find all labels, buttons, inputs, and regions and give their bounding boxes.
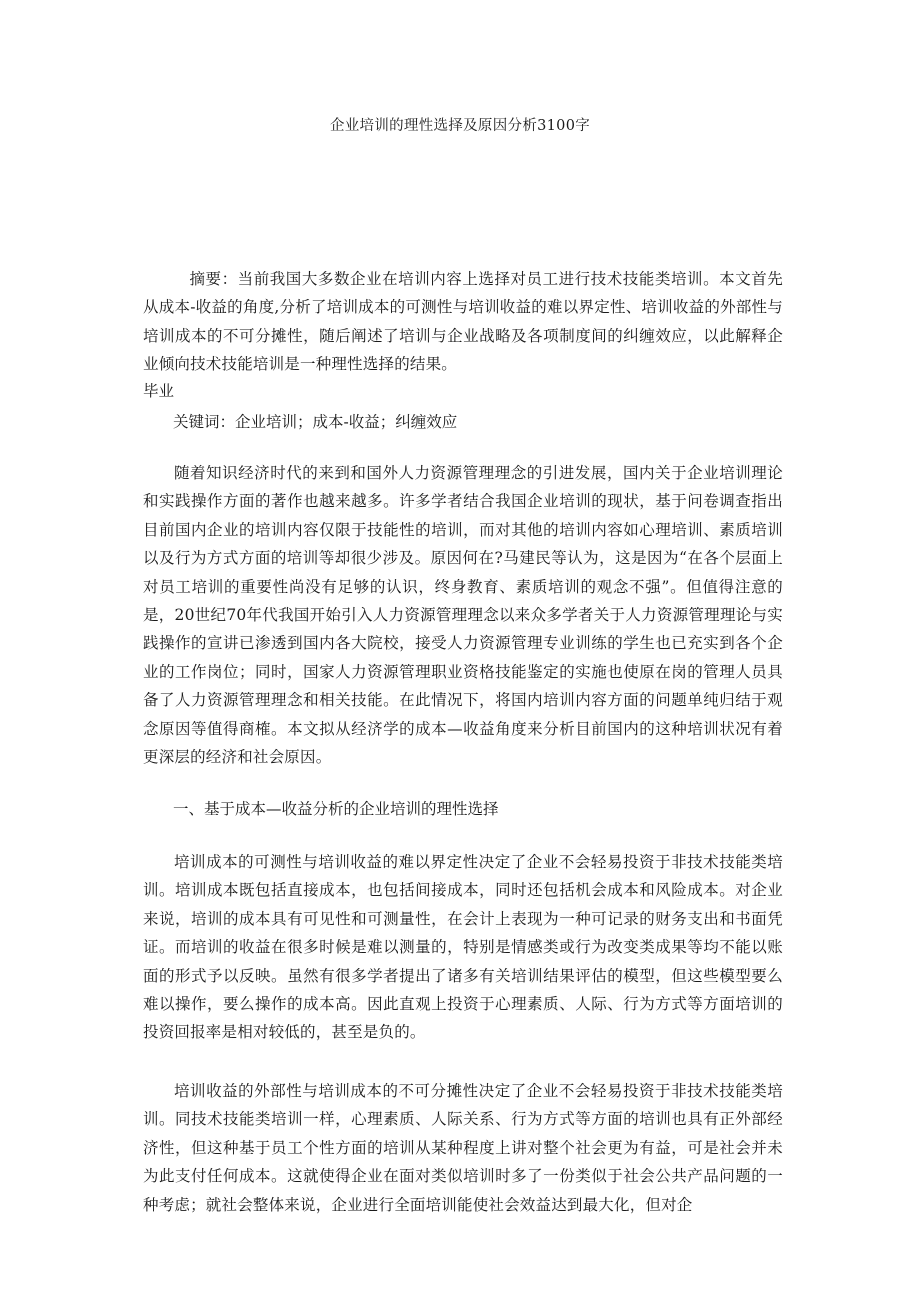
side-note: 毕业 bbox=[143, 382, 175, 400]
abstract-paragraph: 摘要：当前我国大多数企业在培训内容上选择对员工进行技术技能类培训。本文首先从成本-收益的角度,分析了培训成本的可测性与培训收益的难以界定性、培训收益的外部性与培训成本的不可分摊性，随后阐述了培训与企业战略及各项制度间的纠缠效应，以此解释企业倾向技术技能培训是一种理性选择的结果。 bbox=[143, 270, 783, 374]
body-paragraph-externality: 培训收益的外部性与培训成本的不可分摊性决定了企业不会轻易投资于非技术技能类培训。同技术技能类培训一样，心理素质、人际关系、行为方式等方面的培训也具有正外部经济性，但这种基于员工个性方面的培训从某种程度上讲对整个社会更为有益，可是社会并未为此支付任何成本。这就使得企业在面对类似培训时多了一份类似于社会公共产品问题的一种考虑；就社会整体来说，企业进行全面培训能使社会效益达到最大化，但对企 bbox=[143, 1082, 783, 1214]
body-paragraph-cost-measurability: 培训成本的可测性与培训收益的难以界定性决定了企业不会轻易投资于非技术技能类培训。培训成本既包括直接成本，也包括间接成本，同时还包括机会成本和风险成本。对企业来说，培训的成本具有可见性和可测量性，在会计上表现为一种可记录的财务支出和书面凭证。而培训的收益在很多时候是难以测量的，特别是情感类或行为改变类成果等均不能以账面的形式予以反映。虽然有很多学者提出了诸多有关培训结果评估的模型，但这些模型要么难以操作，要么操作的成本高。因此直观上投资于心理素质、人际、行为方式等方面培训的投资回报率是相对较低的，甚至是负的。 bbox=[143, 853, 783, 1042]
intro-paragraph: 随着知识经济时代的来到和国外人力资源管理理念的引进发展，国内关于企业培训理论和实践操作方面的著作也越来越多。许多学者结合我国企业培训的现状，基于问卷调查指出目前国内企业的培训内容仅限于技能性的培训，而对其他的培训内容如心理培训、素质培训以及行为方式方面的培训等却很少涉及。原因何在?马建民等认为，这是因为“在各个层面上对员工培训的重要性尚没有足够的认识，终身教育、素质培训的观念不强”。但值得注意的是，20世纪70年代我国开始引入人力资源管理理念以来众多学者关于人力资源管理理论与实践操作的宣讲已渗透到国内各大院校，接受人力资源管理专业训练的学生也已充实到各个企业的工作岗位；同时，国家人力资源管理职业资格技能鉴定的实施也使原在岗的管理人员具备了人力资源管理理念和相关技能。在此情况下，将国内培训内容方面的问题单纯归结于观念原因等值得商榷。本文拟从经济学的成本—收益角度来分析目前国内的这种培训状况有着更深层的经济和社会原因。 bbox=[143, 464, 783, 767]
document-title: 企业培训的理性选择及原因分析3100字 bbox=[329, 118, 591, 134]
section-heading: 一、基于成本—收益分析的企业培训的理性选择 bbox=[173, 800, 499, 818]
keywords-line: 关键词：企业培训；成本-收益；纠缠效应 bbox=[173, 413, 458, 431]
